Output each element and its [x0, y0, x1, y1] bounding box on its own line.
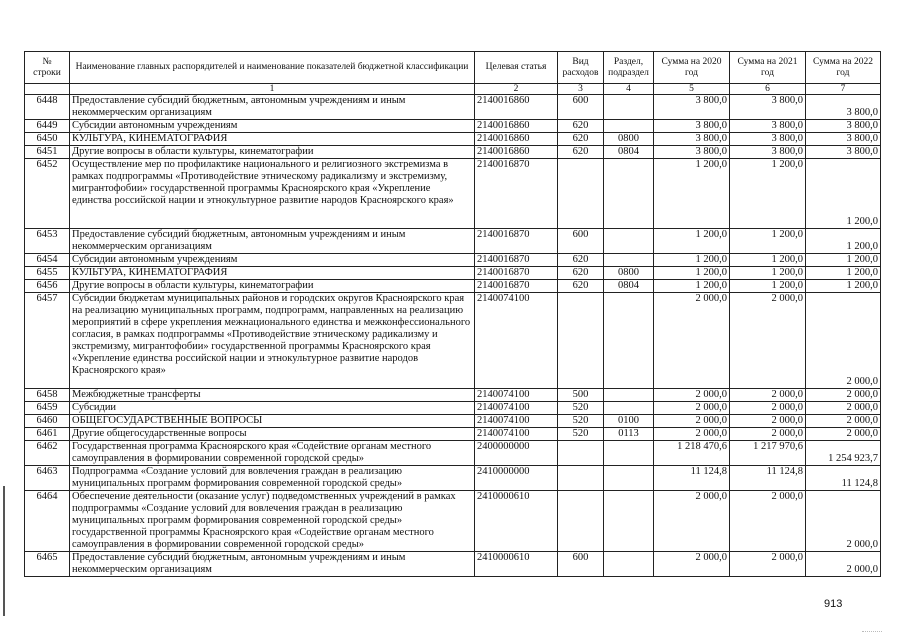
- row-name-cell: Межбюджетные трансферты: [70, 389, 475, 402]
- column-number: 7: [806, 84, 881, 95]
- amount-2020-cell: 2 000,0: [654, 402, 730, 415]
- amount-2022-cell: 3 800,0: [806, 120, 881, 133]
- expense-type-cell: 620: [558, 146, 604, 159]
- target-article-cell: 2140016860: [475, 120, 558, 133]
- header-name: Наименование главных распорядителей и наименование показателей бюджетной классификации: [70, 52, 475, 84]
- target-article-cell: 2140016860: [475, 146, 558, 159]
- section-cell: [604, 120, 654, 133]
- expense-type-cell: 520: [558, 415, 604, 428]
- expense-type-cell: 520: [558, 428, 604, 441]
- section-cell: 0800: [604, 267, 654, 280]
- row-name-cell: Другие вопросы в области культуры, кинематографии: [70, 146, 475, 159]
- amount-2020-cell: 2 000,0: [654, 428, 730, 441]
- header-expense-type: Вид расходов: [558, 52, 604, 84]
- section-cell: [604, 402, 654, 415]
- budget-table: [24, 51, 881, 577]
- page-number: 913: [824, 598, 843, 610]
- row-number-cell: 6451: [25, 146, 70, 159]
- amount-2021-cell: 1 200,0: [730, 159, 806, 229]
- expense-type-cell: 620: [558, 120, 604, 133]
- section-cell: 0804: [604, 280, 654, 293]
- table-row: [25, 293, 881, 389]
- section-cell: [604, 552, 654, 577]
- amount-2020-cell: 3 800,0: [654, 133, 730, 146]
- row-number-cell: 6460: [25, 415, 70, 428]
- amount-2020-cell: 2 000,0: [654, 389, 730, 402]
- row-name-cell: Другие вопросы в области культуры, кинематографии: [70, 280, 475, 293]
- amount-2021-cell: 2 000,0: [730, 428, 806, 441]
- expense-type-cell: [558, 293, 604, 389]
- target-article-cell: 2140074100: [475, 389, 558, 402]
- target-article-cell: 2400000000: [475, 441, 558, 466]
- header-row-number: № строки: [25, 52, 70, 84]
- amount-2022-cell: 1 200,0: [806, 254, 881, 267]
- amount-2022-cell: 2 000,0: [806, 552, 881, 577]
- amount-2020-cell: 1 200,0: [654, 229, 730, 254]
- row-number-cell: 6462: [25, 441, 70, 466]
- expense-type-cell: 620: [558, 267, 604, 280]
- target-article-cell: 2140016870: [475, 254, 558, 267]
- section-cell: [604, 389, 654, 402]
- row-number-cell: 6457: [25, 293, 70, 389]
- amount-2020-cell: 3 800,0: [654, 120, 730, 133]
- target-article-cell: 2140074100: [475, 402, 558, 415]
- amount-2021-cell: 1 200,0: [730, 254, 806, 267]
- table-row: [25, 415, 881, 428]
- scan-noise-mark: [862, 625, 882, 632]
- amount-2021-cell: 3 800,0: [730, 120, 806, 133]
- column-number-row: [25, 84, 881, 95]
- target-article-cell: 2140016860: [475, 95, 558, 120]
- header-row: [25, 52, 881, 84]
- section-cell: 0100: [604, 415, 654, 428]
- section-cell: [604, 491, 654, 552]
- column-number: 5: [654, 84, 730, 95]
- amount-2021-cell: 1 217 970,6: [730, 441, 806, 466]
- row-name-cell: Субсидии бюджетам муниципальных районов и городских округов Красноярского края на реализацию муниципальных программ, подпрограмм, направленных на реализацию мероприятий в сфере укрепления межнационального единства и межконфессионального согласия, в рамках подпрограммы «Противодействие этническому радикализму и экстремизму, мигрантофобии» государственной программы Красноярского края «Укрепление единства российской нации и этнокультурное развитие народов Красноярского края»: [70, 293, 475, 389]
- amount-2022-cell: 2 000,0: [806, 293, 881, 389]
- amount-2022-cell: 2 000,0: [806, 389, 881, 402]
- amount-2020-cell: 1 200,0: [654, 267, 730, 280]
- table-row: [25, 254, 881, 267]
- amount-2020-cell: 3 800,0: [654, 95, 730, 120]
- row-name-cell: Предоставление субсидий бюджетным, автономным учреждениям и иным некоммерческим организациям: [70, 95, 475, 120]
- section-cell: [604, 159, 654, 229]
- row-number-cell: 6449: [25, 120, 70, 133]
- expense-type-cell: 600: [558, 552, 604, 577]
- row-number-cell: 6453: [25, 229, 70, 254]
- row-name-cell: Осуществление мер по профилактике национального и религиозного экстремизма в рамках подпрограммы «Противодействие этническому радикализму и экстремизму, мигрантофобии» государственной программы Красноярского края «Укрепление единства российской нации и этнокультурное развитие народов Красноярского края»: [70, 159, 475, 229]
- header-amount-2020: Сумма на 2020 год: [654, 52, 730, 84]
- row-name-cell: Субсидии: [70, 402, 475, 415]
- amount-2021-cell: 1 200,0: [730, 229, 806, 254]
- row-name-cell: ОБЩЕГОСУДАРСТВЕННЫЕ ВОПРОСЫ: [70, 415, 475, 428]
- expense-type-cell: 620: [558, 280, 604, 293]
- amount-2022-cell: 3 800,0: [806, 133, 881, 146]
- target-article-cell: 2140074100: [475, 428, 558, 441]
- target-article-cell: 2140016860: [475, 133, 558, 146]
- row-number-cell: 6459: [25, 402, 70, 415]
- amount-2022-cell: 1 200,0: [806, 229, 881, 254]
- amount-2021-cell: 11 124,8: [730, 466, 806, 491]
- table-row: [25, 267, 881, 280]
- target-article-cell: 2410000000: [475, 466, 558, 491]
- section-cell: [604, 441, 654, 466]
- amount-2022-cell: 1 200,0: [806, 280, 881, 293]
- row-number-cell: 6464: [25, 491, 70, 552]
- row-number-cell: 6456: [25, 280, 70, 293]
- amount-2021-cell: 3 800,0: [730, 95, 806, 120]
- amount-2022-cell: 1 254 923,7: [806, 441, 881, 466]
- amount-2021-cell: 3 800,0: [730, 146, 806, 159]
- row-name-cell: Обеспечение деятельности (оказание услуг) подведомственных учреждений в рамках подпрограммы «Создание условий для вовлечения граждан в реализацию муниципальных программ формирования современной городской среды» государственной программы Красноярского края «Содействие органам местного самоуправления в формировании современной городской среды»: [70, 491, 475, 552]
- target-article-cell: 2140016870: [475, 267, 558, 280]
- expense-type-cell: [558, 159, 604, 229]
- section-cell: [604, 293, 654, 389]
- header-target-article: Целевая статья: [475, 52, 558, 84]
- section-cell: 0804: [604, 146, 654, 159]
- table-row: [25, 133, 881, 146]
- table-row: [25, 146, 881, 159]
- expense-type-cell: 500: [558, 389, 604, 402]
- expense-type-cell: [558, 491, 604, 552]
- expense-type-cell: 620: [558, 254, 604, 267]
- amount-2021-cell: 2 000,0: [730, 415, 806, 428]
- expense-type-cell: 520: [558, 402, 604, 415]
- amount-2021-cell: 3 800,0: [730, 133, 806, 146]
- row-number-cell: 6455: [25, 267, 70, 280]
- row-number-cell: 6450: [25, 133, 70, 146]
- expense-type-cell: 620: [558, 133, 604, 146]
- row-number-cell: 6448: [25, 95, 70, 120]
- target-article-cell: 2410000610: [475, 491, 558, 552]
- table-row: [25, 441, 881, 466]
- header-amount-2021: Сумма на 2021 год: [730, 52, 806, 84]
- target-article-cell: 2410000610: [475, 552, 558, 577]
- amount-2021-cell: 2 000,0: [730, 293, 806, 389]
- target-article-cell: 2140016870: [475, 159, 558, 229]
- table-row: [25, 552, 881, 577]
- section-cell: 0800: [604, 133, 654, 146]
- table-row: [25, 280, 881, 293]
- amount-2021-cell: 2 000,0: [730, 389, 806, 402]
- amount-2020-cell: 2 000,0: [654, 415, 730, 428]
- table-row: [25, 95, 881, 120]
- amount-2022-cell: 3 800,0: [806, 95, 881, 120]
- amount-2020-cell: 2 000,0: [654, 293, 730, 389]
- table-body: [25, 95, 881, 577]
- column-number: 4: [604, 84, 654, 95]
- amount-2022-cell: 1 200,0: [806, 267, 881, 280]
- section-cell: [604, 229, 654, 254]
- row-number-cell: 6458: [25, 389, 70, 402]
- table-row: [25, 229, 881, 254]
- amount-2021-cell: 2 000,0: [730, 402, 806, 415]
- table-row: [25, 120, 881, 133]
- row-name-cell: Предоставление субсидий бюджетным, автономным учреждениям и иным некоммерческим организациям: [70, 552, 475, 577]
- amount-2021-cell: 2 000,0: [730, 491, 806, 552]
- amount-2022-cell: 2 000,0: [806, 428, 881, 441]
- amount-2020-cell: 1 200,0: [654, 254, 730, 267]
- amount-2020-cell: 11 124,8: [654, 466, 730, 491]
- table-row: [25, 466, 881, 491]
- table-row: [25, 402, 881, 415]
- row-name-cell: Подпрограмма «Создание условий для вовлечения граждан в реализацию муниципальных программ формирования современной городской среды»: [70, 466, 475, 491]
- target-article-cell: 2140016870: [475, 229, 558, 254]
- amount-2020-cell: 3 800,0: [654, 146, 730, 159]
- scan-edge-mark: [3, 486, 5, 616]
- amount-2021-cell: 1 200,0: [730, 280, 806, 293]
- amount-2020-cell: 2 000,0: [654, 491, 730, 552]
- row-name-cell: Субсидии автономным учреждениям: [70, 120, 475, 133]
- table-row: [25, 428, 881, 441]
- column-number: 3: [558, 84, 604, 95]
- row-name-cell: Предоставление субсидий бюджетным, автономным учреждениям и иным некоммерческим организациям: [70, 229, 475, 254]
- amount-2021-cell: 2 000,0: [730, 552, 806, 577]
- amount-2022-cell: 1 200,0: [806, 159, 881, 229]
- table-row: [25, 491, 881, 552]
- table-row: [25, 159, 881, 229]
- target-article-cell: 2140074100: [475, 415, 558, 428]
- expense-type-cell: 600: [558, 95, 604, 120]
- amount-2022-cell: 11 124,8: [806, 466, 881, 491]
- amount-2022-cell: 2 000,0: [806, 415, 881, 428]
- section-cell: [604, 254, 654, 267]
- expense-type-cell: [558, 441, 604, 466]
- row-number-cell: 6463: [25, 466, 70, 491]
- header-amount-2022: Сумма на 2022 год: [806, 52, 881, 84]
- row-name-cell: КУЛЬТУРА, КИНЕМАТОГРАФИЯ: [70, 267, 475, 280]
- section-cell: [604, 466, 654, 491]
- row-number-cell: 6452: [25, 159, 70, 229]
- column-number: [25, 84, 70, 95]
- expense-type-cell: [558, 466, 604, 491]
- row-number-cell: 6461: [25, 428, 70, 441]
- row-name-cell: Государственная программа Красноярского края «Содействие органам местного самоуправления в формировании современной городской среды»: [70, 441, 475, 466]
- column-number: 2: [475, 84, 558, 95]
- target-article-cell: 2140016870: [475, 280, 558, 293]
- row-name-cell: Другие общегосударственные вопросы: [70, 428, 475, 441]
- section-cell: [604, 95, 654, 120]
- table-row: [25, 389, 881, 402]
- amount-2020-cell: 2 000,0: [654, 552, 730, 577]
- row-number-cell: 6454: [25, 254, 70, 267]
- column-number: 1: [70, 84, 475, 95]
- amount-2020-cell: 1 200,0: [654, 280, 730, 293]
- expense-type-cell: 600: [558, 229, 604, 254]
- target-article-cell: 2140074100: [475, 293, 558, 389]
- header-section: Раздел, подраздел: [604, 52, 654, 84]
- amount-2022-cell: 3 800,0: [806, 146, 881, 159]
- amount-2021-cell: 1 200,0: [730, 267, 806, 280]
- column-number: 6: [730, 84, 806, 95]
- section-cell: 0113: [604, 428, 654, 441]
- amount-2020-cell: 1 218 470,6: [654, 441, 730, 466]
- amount-2022-cell: 2 000,0: [806, 402, 881, 415]
- row-name-cell: Субсидии автономным учреждениям: [70, 254, 475, 267]
- row-name-cell: КУЛЬТУРА, КИНЕМАТОГРАФИЯ: [70, 133, 475, 146]
- amount-2022-cell: 2 000,0: [806, 491, 881, 552]
- amount-2020-cell: 1 200,0: [654, 159, 730, 229]
- row-number-cell: 6465: [25, 552, 70, 577]
